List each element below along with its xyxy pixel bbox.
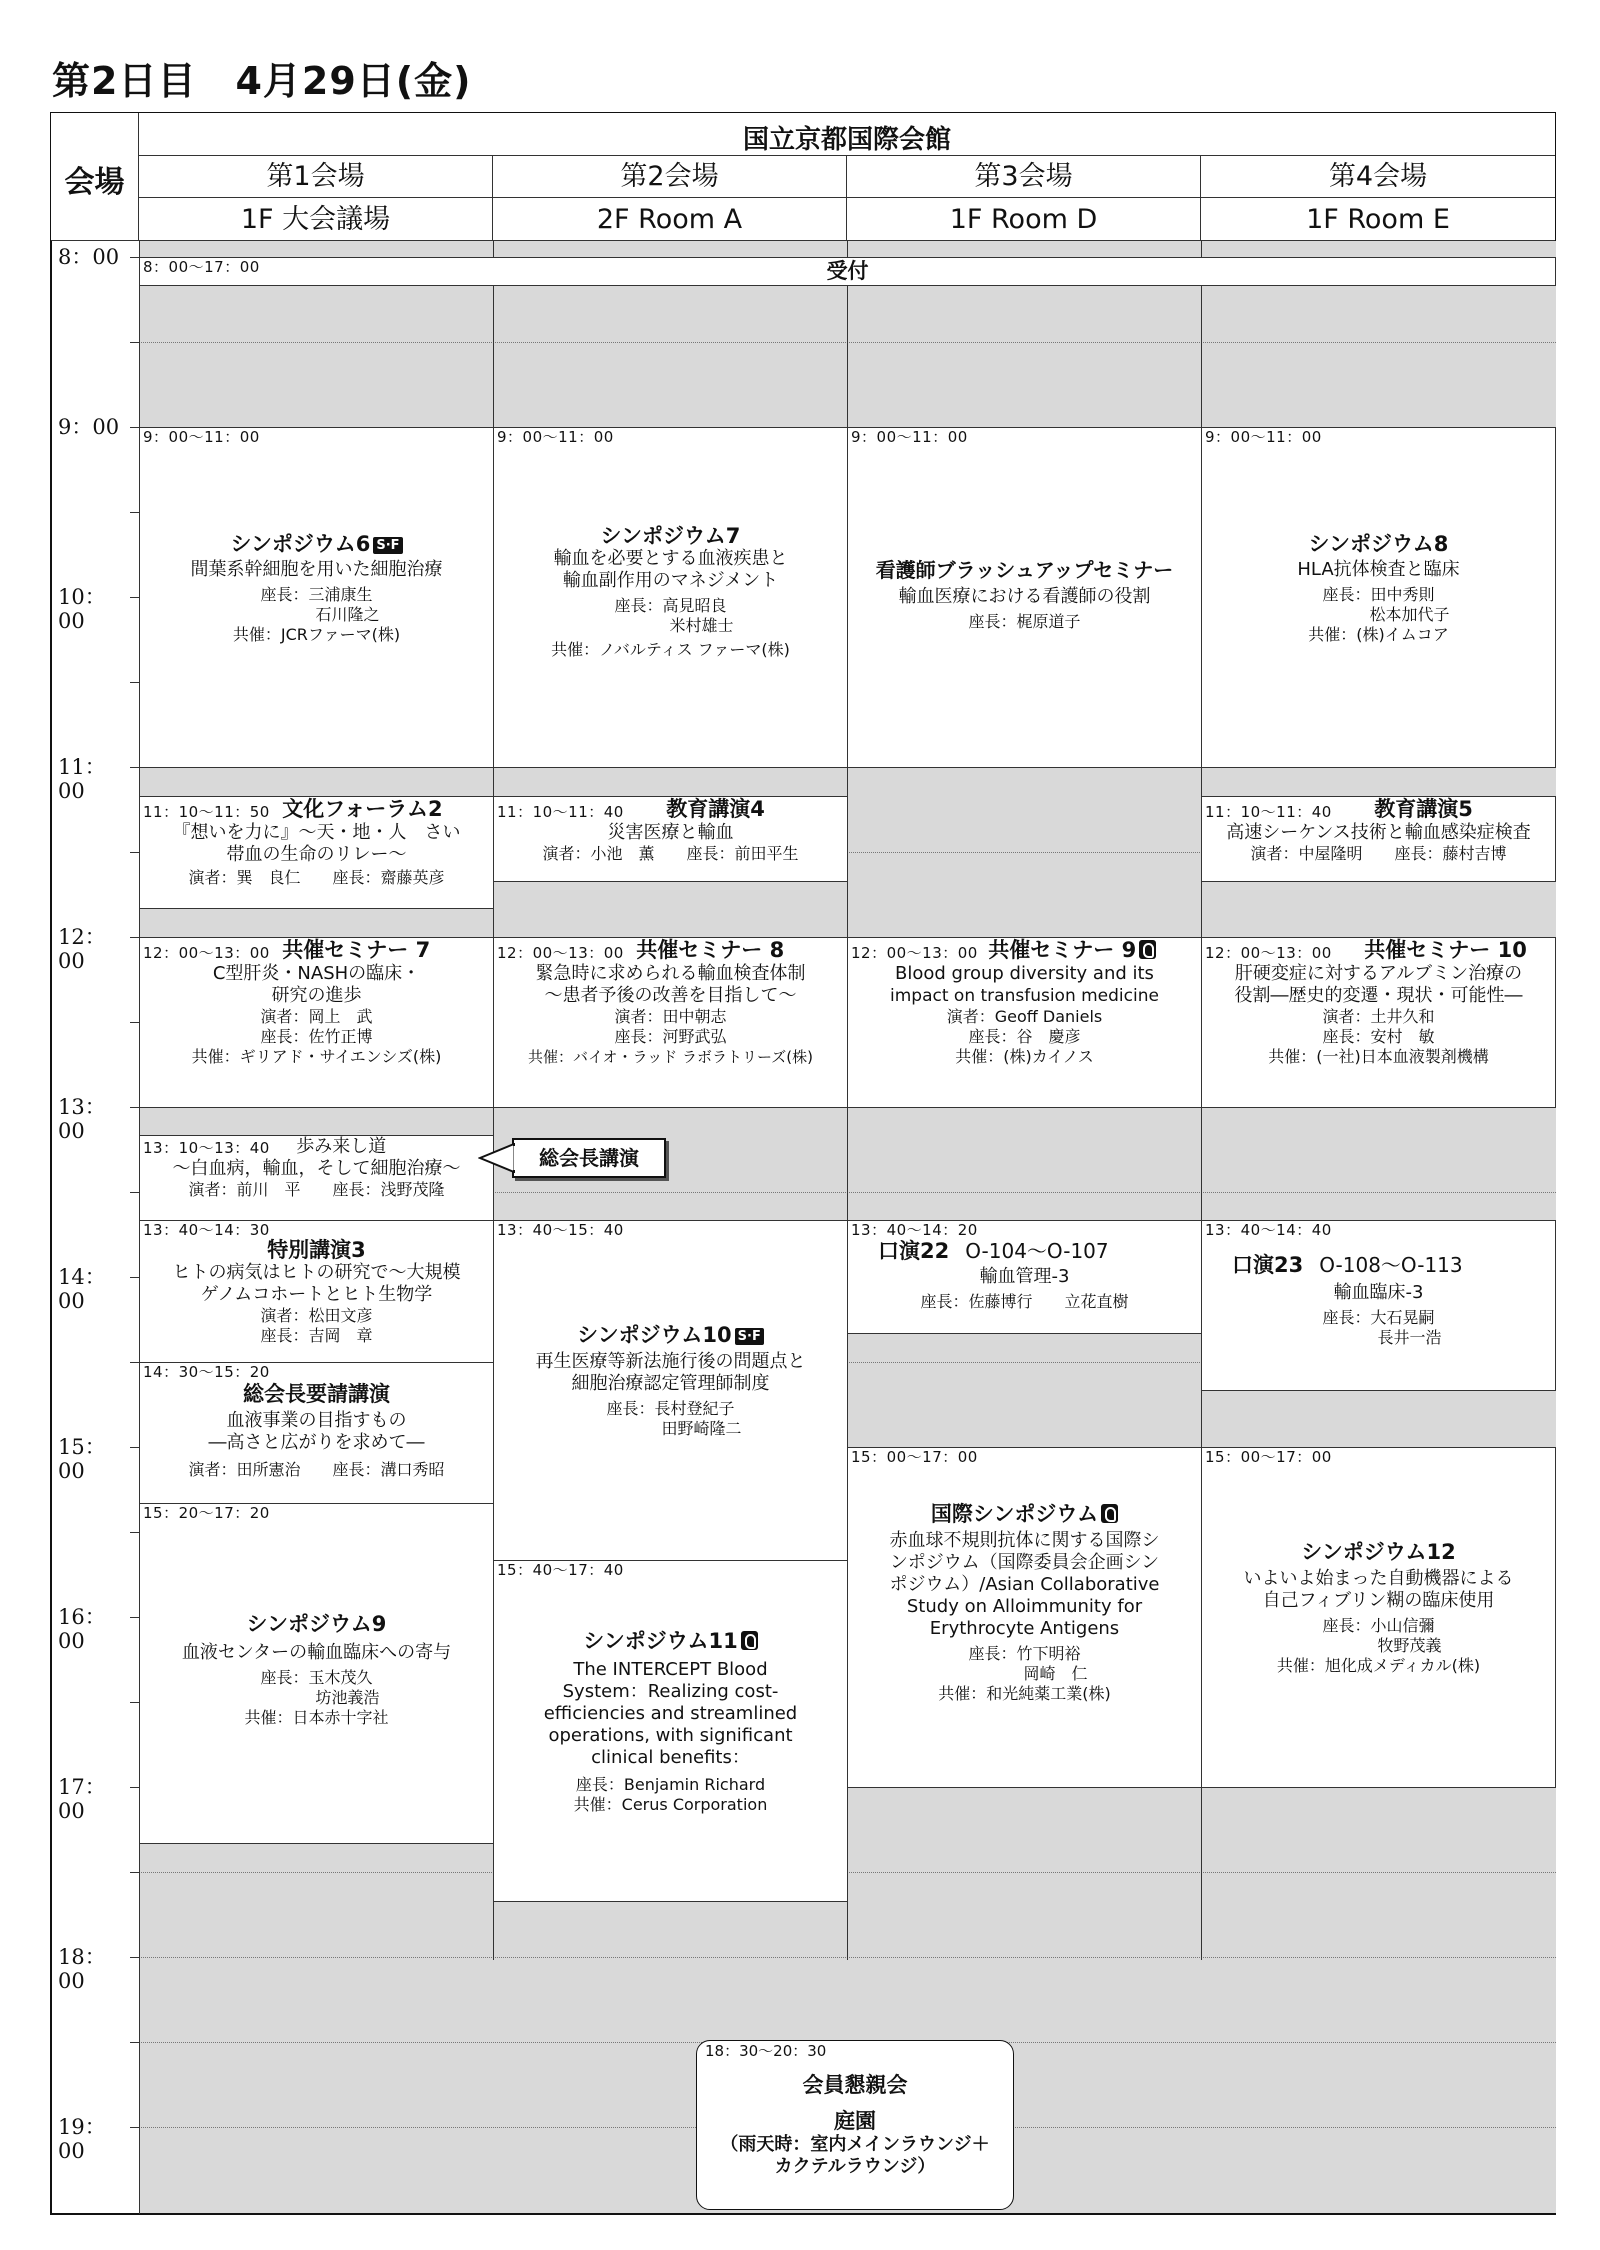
session-sponsor: 共催：旭化成メディカル(株) (1276, 1656, 1481, 1675)
social-place: 庭園 (834, 2109, 876, 2133)
session-title: シンポジウム11 (583, 1629, 738, 1653)
session-subtitle: 赤血球不規則抗体に関する国際シ (889, 1530, 1160, 1551)
hour-tick (130, 597, 139, 598)
reception-label: 受付 (826, 259, 869, 283)
hour-tick (130, 2127, 139, 2128)
chair-1: 座長：高見昭良 (614, 596, 727, 615)
column-divider (493, 241, 494, 258)
session-subtitle-2: 役割―歴史的変遷・現状・可能性― (1234, 985, 1523, 1006)
sf-badge-icon: S·F (735, 1328, 764, 1345)
hour-tick (130, 1107, 139, 1108)
event-time: 12：00～13：00 (143, 944, 270, 962)
event-time: 14：30～15：20 (143, 1363, 270, 1381)
event-time: 9：00～11：00 (1205, 428, 1322, 446)
session-sponsor: 共催：(株)カイノス (955, 1047, 1094, 1066)
half-hour-tick (130, 2042, 139, 2043)
half-hour-tick (130, 1702, 139, 1703)
event-time: 13：40～14：30 (143, 1221, 270, 1239)
hour-tick (130, 937, 139, 938)
session-title: 共催セミナー 10 (1364, 938, 1527, 962)
event-time: 11：10～11：40 (1205, 803, 1332, 821)
chair-2: 田野崎隆二 (661, 1419, 742, 1438)
session-subtitle: 高速シーケンス技術と輸血感染症検査 (1226, 822, 1531, 843)
session-chair: 座長：谷 慶彦 (968, 1027, 1081, 1046)
page-title: 第2日目 4月29日(金) (52, 59, 472, 103)
session-speaker: 演者：松田文彦 (260, 1306, 373, 1325)
session-people: 座長：佐藤博行 立花直樹 (920, 1292, 1129, 1311)
session-subtitle: 肝硬変症に対するアルブミン治療の (1234, 963, 1523, 984)
session-subtitle: Blood group diversity and its (895, 963, 1154, 984)
chair-1: 座長：田中秀則 (1322, 585, 1435, 604)
event-time: 11：10～11：50 (143, 803, 270, 821)
time-label: 19：00 (58, 2115, 106, 2163)
session-subtitle: The INTERCEPT Blood (573, 1659, 768, 1680)
chair-2: 長井一浩 (1377, 1328, 1442, 1347)
session-sponsor: 共催：(一社)日本血液製剤機構 (1268, 1047, 1489, 1066)
session-code: O-104～O-107 (965, 1239, 1109, 1263)
hour-tick (130, 1277, 139, 1278)
session-chair: 座長：安村 敏 (1322, 1027, 1435, 1046)
chair-1: 座長：三浦康生 (260, 585, 373, 604)
room-1-header (139, 156, 493, 241)
session-chair: 座長：梶原道子 (968, 612, 1081, 631)
chair-2: 松本加代子 (1369, 605, 1450, 624)
room-3-header (847, 156, 1201, 241)
event-time: 13：10～13：40 (143, 1139, 270, 1157)
venue-label: 会場 (64, 165, 125, 200)
column-divider (1201, 241, 1202, 258)
session-subtitle-2: 自己フィブリン糊の臨床使用 (1262, 1590, 1495, 1611)
session-president-invited-lecture[interactable] (139, 1362, 494, 1504)
session-subtitle-2: 細胞治療認定管理師制度 (571, 1373, 770, 1394)
event-time: 12：00～13：00 (497, 944, 624, 962)
chair-2: 牧野茂義 (1377, 1636, 1442, 1655)
session-oral-22[interactable] (847, 1220, 1202, 1334)
session-international-symposium[interactable] (847, 1447, 1202, 1788)
half-hour-tick (130, 1872, 139, 1873)
session-subtitle-4: operations, with significant (548, 1725, 793, 1746)
session-subtitle-2: ゲノムコホートとヒト生物学 (200, 1284, 433, 1305)
event-time: 13：40～14：20 (851, 1221, 978, 1239)
hour-tick (130, 1447, 139, 1448)
event-time: 9：00～11：00 (143, 428, 260, 446)
half-hour-tick (130, 1192, 139, 1193)
session-symposium-12[interactable] (1201, 1447, 1556, 1788)
building-name: 国立京都国際会館 (742, 125, 951, 155)
session-title: 口演22 (878, 1239, 950, 1263)
session-people: 演者：小池 薫 座長：前田平生 (542, 844, 799, 863)
event-time: 9：00～11：00 (497, 428, 614, 446)
session-subtitle: ～白血病，輸血，そして細胞治療～ (172, 1158, 461, 1179)
session-title: 歩み来し道 (296, 1136, 387, 1157)
event-time: 15：40～17：40 (497, 1561, 624, 1579)
session-symposium-7[interactable] (493, 427, 848, 768)
simultaneous-interpretation-icon (1139, 940, 1156, 959)
session-title: シンポジウム8 (1308, 532, 1449, 556)
session-oral-23[interactable] (1201, 1220, 1556, 1391)
session-symposium-11[interactable] (493, 1560, 848, 1902)
session-sponsor: 共催：和光純薬工業(株) (938, 1684, 1111, 1703)
session-subtitle: ヒトの病気はヒトの研究で～大規模 (172, 1262, 461, 1283)
session-subtitle: 『想いを力に』～天・地・人 さい (172, 822, 461, 843)
hour-tick (130, 1957, 139, 1958)
session-sponsored-seminar-9[interactable] (847, 937, 1202, 1108)
session-speaker: 演者：Geoff Daniels (946, 1007, 1103, 1026)
session-sponsored-seminar-10[interactable] (1201, 937, 1556, 1108)
session-subtitle-2: ～患者予後の改善を目指して～ (544, 985, 797, 1006)
event-time: 8：00～17：00 (143, 258, 260, 276)
session-educational-lecture-4[interactable] (493, 796, 848, 882)
session-symposium-9[interactable] (139, 1503, 494, 1844)
session-title: シンポジウム7 (600, 524, 741, 548)
sf-badge-icon: S·F (373, 537, 402, 554)
room-4-name: 第4会場 (1201, 156, 1555, 198)
event-time: 15：00～17：00 (1205, 1448, 1332, 1466)
time-label: 18：00 (58, 1945, 106, 1993)
room-1-name: 第1会場 (139, 156, 492, 198)
event-time: 11：10～11：40 (497, 803, 624, 821)
session-title: 看護師ブラッシュアップセミナー (875, 558, 1174, 582)
session-subtitle: いよいよ始まった自動機器による (1243, 1568, 1514, 1589)
hour-tick (130, 1617, 139, 1618)
session-people: 演者：前川 平 座長：浅野茂隆 (188, 1180, 445, 1199)
room-2-name: 第2会場 (493, 156, 846, 198)
time-label: 17：00 (58, 1775, 106, 1823)
chair-1: 座長：大石晃嗣 (1322, 1308, 1435, 1327)
half-hour-tick (130, 342, 139, 343)
session-sponsored-seminar-7[interactable] (139, 937, 494, 1108)
chair-2: 坊池義浩 (315, 1688, 380, 1707)
session-chair: 座長：Benjamin Richard (575, 1775, 766, 1794)
event-time: 13：40～14：40 (1205, 1221, 1332, 1239)
session-nurse-seminar[interactable] (847, 427, 1202, 768)
time-label: 10：00 (58, 585, 106, 633)
session-code: O-108～O-113 (1319, 1253, 1463, 1277)
session-subtitle-3: efficiencies and streamlined (543, 1703, 798, 1724)
session-title: シンポジウム6 (230, 532, 371, 556)
session-subtitle: 輸血医療における看護師の役割 (898, 586, 1151, 607)
presidential-lecture-callout (512, 1138, 666, 1178)
session-sponsor: 共催：ギリアド・サイエンシズ(株) (191, 1047, 442, 1066)
session-title: 国際シンポジウム (930, 1502, 1099, 1526)
building-header (139, 113, 1555, 156)
session-symposium-6[interactable] (139, 427, 494, 768)
hour-tick (130, 767, 139, 768)
session-title: 総会長要請講演 (243, 1382, 390, 1406)
session-people: 演者：中屋隆明 座長：藤村吉博 (1250, 844, 1507, 863)
event-time: 12：00～13：00 (1205, 944, 1332, 962)
session-sponsor: 共催：日本赤十字社 (244, 1708, 389, 1727)
room-2-header (493, 156, 847, 241)
session-title: シンポジウム9 (246, 1612, 387, 1636)
session-title: シンポジウム10 (577, 1323, 732, 1347)
session-chair: 座長：河野武弘 (614, 1027, 727, 1046)
session-subtitle: 輸血を必要とする血液疾患と (553, 548, 788, 569)
session-subtitle-2: System：Realizing cost- (562, 1681, 779, 1702)
event-time: 12：00～13：00 (851, 944, 978, 962)
session-presidential-lecture[interactable] (139, 1135, 494, 1221)
social-note-2: カクテルラウンジ） (774, 2156, 936, 2177)
time-label: 8：00 (58, 245, 120, 269)
chair-1: 座長：竹下明裕 (968, 1644, 1081, 1663)
session-subtitle: 緊急時に求められる輸血検査体制 (535, 963, 806, 984)
time-label: 13：00 (58, 1095, 106, 1143)
half-hour-tick (130, 852, 139, 853)
event-time: 15：20～17：20 (143, 1504, 270, 1522)
room-3-name: 第3会場 (847, 156, 1200, 198)
session-subtitle-5: Erythrocyte Antigens (929, 1618, 1120, 1639)
venue-header (51, 113, 139, 241)
simultaneous-interpretation-icon (1101, 1504, 1118, 1523)
session-culture-forum-2[interactable] (139, 796, 494, 909)
session-symposium-8[interactable] (1201, 427, 1556, 768)
session-subtitle: 再生医療等新法施行後の問題点と (535, 1351, 806, 1372)
session-sponsor: 共催：Cerus Corporation (573, 1795, 768, 1814)
room-3-location: 1F Room D (949, 204, 1098, 235)
time-label: 9：00 (58, 415, 120, 439)
session-subtitle-2: ―高さと広がりを求めて― (208, 1432, 425, 1453)
session-people: 演者：巽 良仁 座長：齋藤英彦 (188, 868, 445, 887)
session-sponsor: 共催：バイオ・ラッド ラボラトリーズ(株) (528, 1048, 813, 1066)
session-subtitle: 輸血管理-3 (979, 1266, 1070, 1287)
session-subtitle: 輸血臨床-3 (1333, 1282, 1424, 1303)
event-time: 9：00～11：00 (851, 428, 968, 446)
session-title: 共催セミナー 9 (988, 938, 1137, 962)
session-sponsor: 共催：JCRファーマ(株) (232, 625, 401, 644)
session-symposium-10[interactable] (493, 1220, 848, 1561)
session-subtitle-2: 輸血副作用のマネジメント (562, 570, 779, 591)
room-4-location: 1F Room E (1306, 204, 1450, 235)
callout-label: 総会長講演 (539, 1146, 639, 1170)
simultaneous-interpretation-icon (741, 1631, 758, 1650)
reception-row (139, 257, 1556, 286)
session-title: シンポジウム12 (1301, 1540, 1456, 1564)
callout-pointer-icon (478, 1143, 518, 1173)
hour-tick (130, 1787, 139, 1788)
chair-1: 座長：玉木茂久 (260, 1668, 373, 1687)
social-note-1: （雨天時：室内メインラウンジ＋ (720, 2134, 990, 2155)
room-4-header (1201, 156, 1555, 241)
half-hour-tick (130, 1022, 139, 1023)
time-label: 16：00 (58, 1605, 106, 1653)
session-subtitle-2: ンポジウム（国際委員会企画シン (889, 1552, 1160, 1573)
session-title: 教育講演4 (666, 797, 765, 821)
event-time: 15：00～17：00 (851, 1448, 978, 1466)
session-chair: 座長：吉岡 章 (260, 1326, 373, 1345)
chair-2: 米村雄士 (669, 616, 734, 635)
session-speaker: 演者：土井久和 (1322, 1007, 1435, 1026)
session-title: 共催セミナー 7 (282, 938, 431, 962)
session-chair: 座長：佐竹正博 (260, 1027, 373, 1046)
half-hour-tick (130, 1362, 139, 1363)
session-subtitle-2: 帯血の生命のリレー～ (226, 844, 407, 865)
session-subtitle-2: 研究の進歩 (271, 985, 362, 1006)
session-subtitle-2: impact on transfusion medicine (890, 986, 1159, 1006)
session-subtitle: C型肝炎・NASHの臨床・ (212, 963, 421, 984)
session-subtitle-4: Study on Alloimmunity for (906, 1596, 1143, 1617)
session-subtitle: HLA抗体検査と臨床 (1297, 559, 1460, 580)
session-subtitle: 災害医療と輸血 (607, 822, 734, 843)
column-divider (847, 241, 848, 258)
session-subtitle: 血液センターの輸血臨床への寄与 (181, 1642, 452, 1663)
time-label: 11：00 (58, 755, 106, 803)
room-1-location: 1F 大会議場 (240, 204, 391, 235)
session-sponsor: 共催：(株)イムコア (1308, 625, 1449, 644)
session-title: 教育講演5 (1374, 797, 1473, 821)
session-speaker: 演者：田中朝志 (614, 1007, 727, 1026)
session-title: 共催セミナー 8 (636, 938, 785, 962)
session-educational-lecture-5[interactable] (1201, 796, 1556, 882)
session-subtitle: 血液事業の目指すもの (226, 1410, 407, 1431)
social-gathering-box[interactable] (696, 2040, 1014, 2210)
half-hour-tick (130, 682, 139, 683)
time-label: 12：00 (58, 925, 106, 973)
chair-1: 座長：長村登紀子 (606, 1399, 735, 1418)
social-title: 会員懇親会 (802, 2073, 908, 2097)
event-time: 18：30～20：30 (705, 2042, 827, 2060)
hour-tick (130, 257, 139, 258)
session-subtitle: 間葉系幹細胞を用いた細胞治療 (190, 559, 443, 580)
chair-2: 石川隆之 (315, 605, 380, 624)
session-title: 特別講演3 (267, 1238, 366, 1262)
session-special-lecture-3[interactable] (139, 1220, 494, 1363)
session-title: 口演23 (1232, 1253, 1304, 1277)
room-2-location: 2F Room A (596, 204, 743, 235)
session-title: 文化フォーラム2 (282, 797, 443, 821)
hour-tick (130, 427, 139, 428)
chair-1: 座長：小山信彌 (1322, 1616, 1435, 1635)
time-label: 15：00 (58, 1435, 106, 1483)
session-sponsored-seminar-8[interactable] (493, 937, 848, 1108)
session-subtitle-3: ポジウム）/Asian Collaborative (889, 1574, 1160, 1595)
session-subtitle-5: clinical benefits： (591, 1747, 750, 1768)
event-time: 13：40～15：40 (497, 1221, 624, 1239)
chair-2: 岡崎 仁 (1023, 1664, 1088, 1683)
half-hour-tick (130, 1532, 139, 1533)
session-people: 演者：田所憲治 座長：溝口秀昭 (188, 1460, 445, 1479)
half-hour-tick (130, 512, 139, 513)
session-speaker: 演者：岡上 武 (260, 1007, 373, 1026)
session-sponsor: 共催：ノバルティス ファーマ(株) (551, 640, 790, 659)
time-label: 14：00 (58, 1265, 106, 1313)
